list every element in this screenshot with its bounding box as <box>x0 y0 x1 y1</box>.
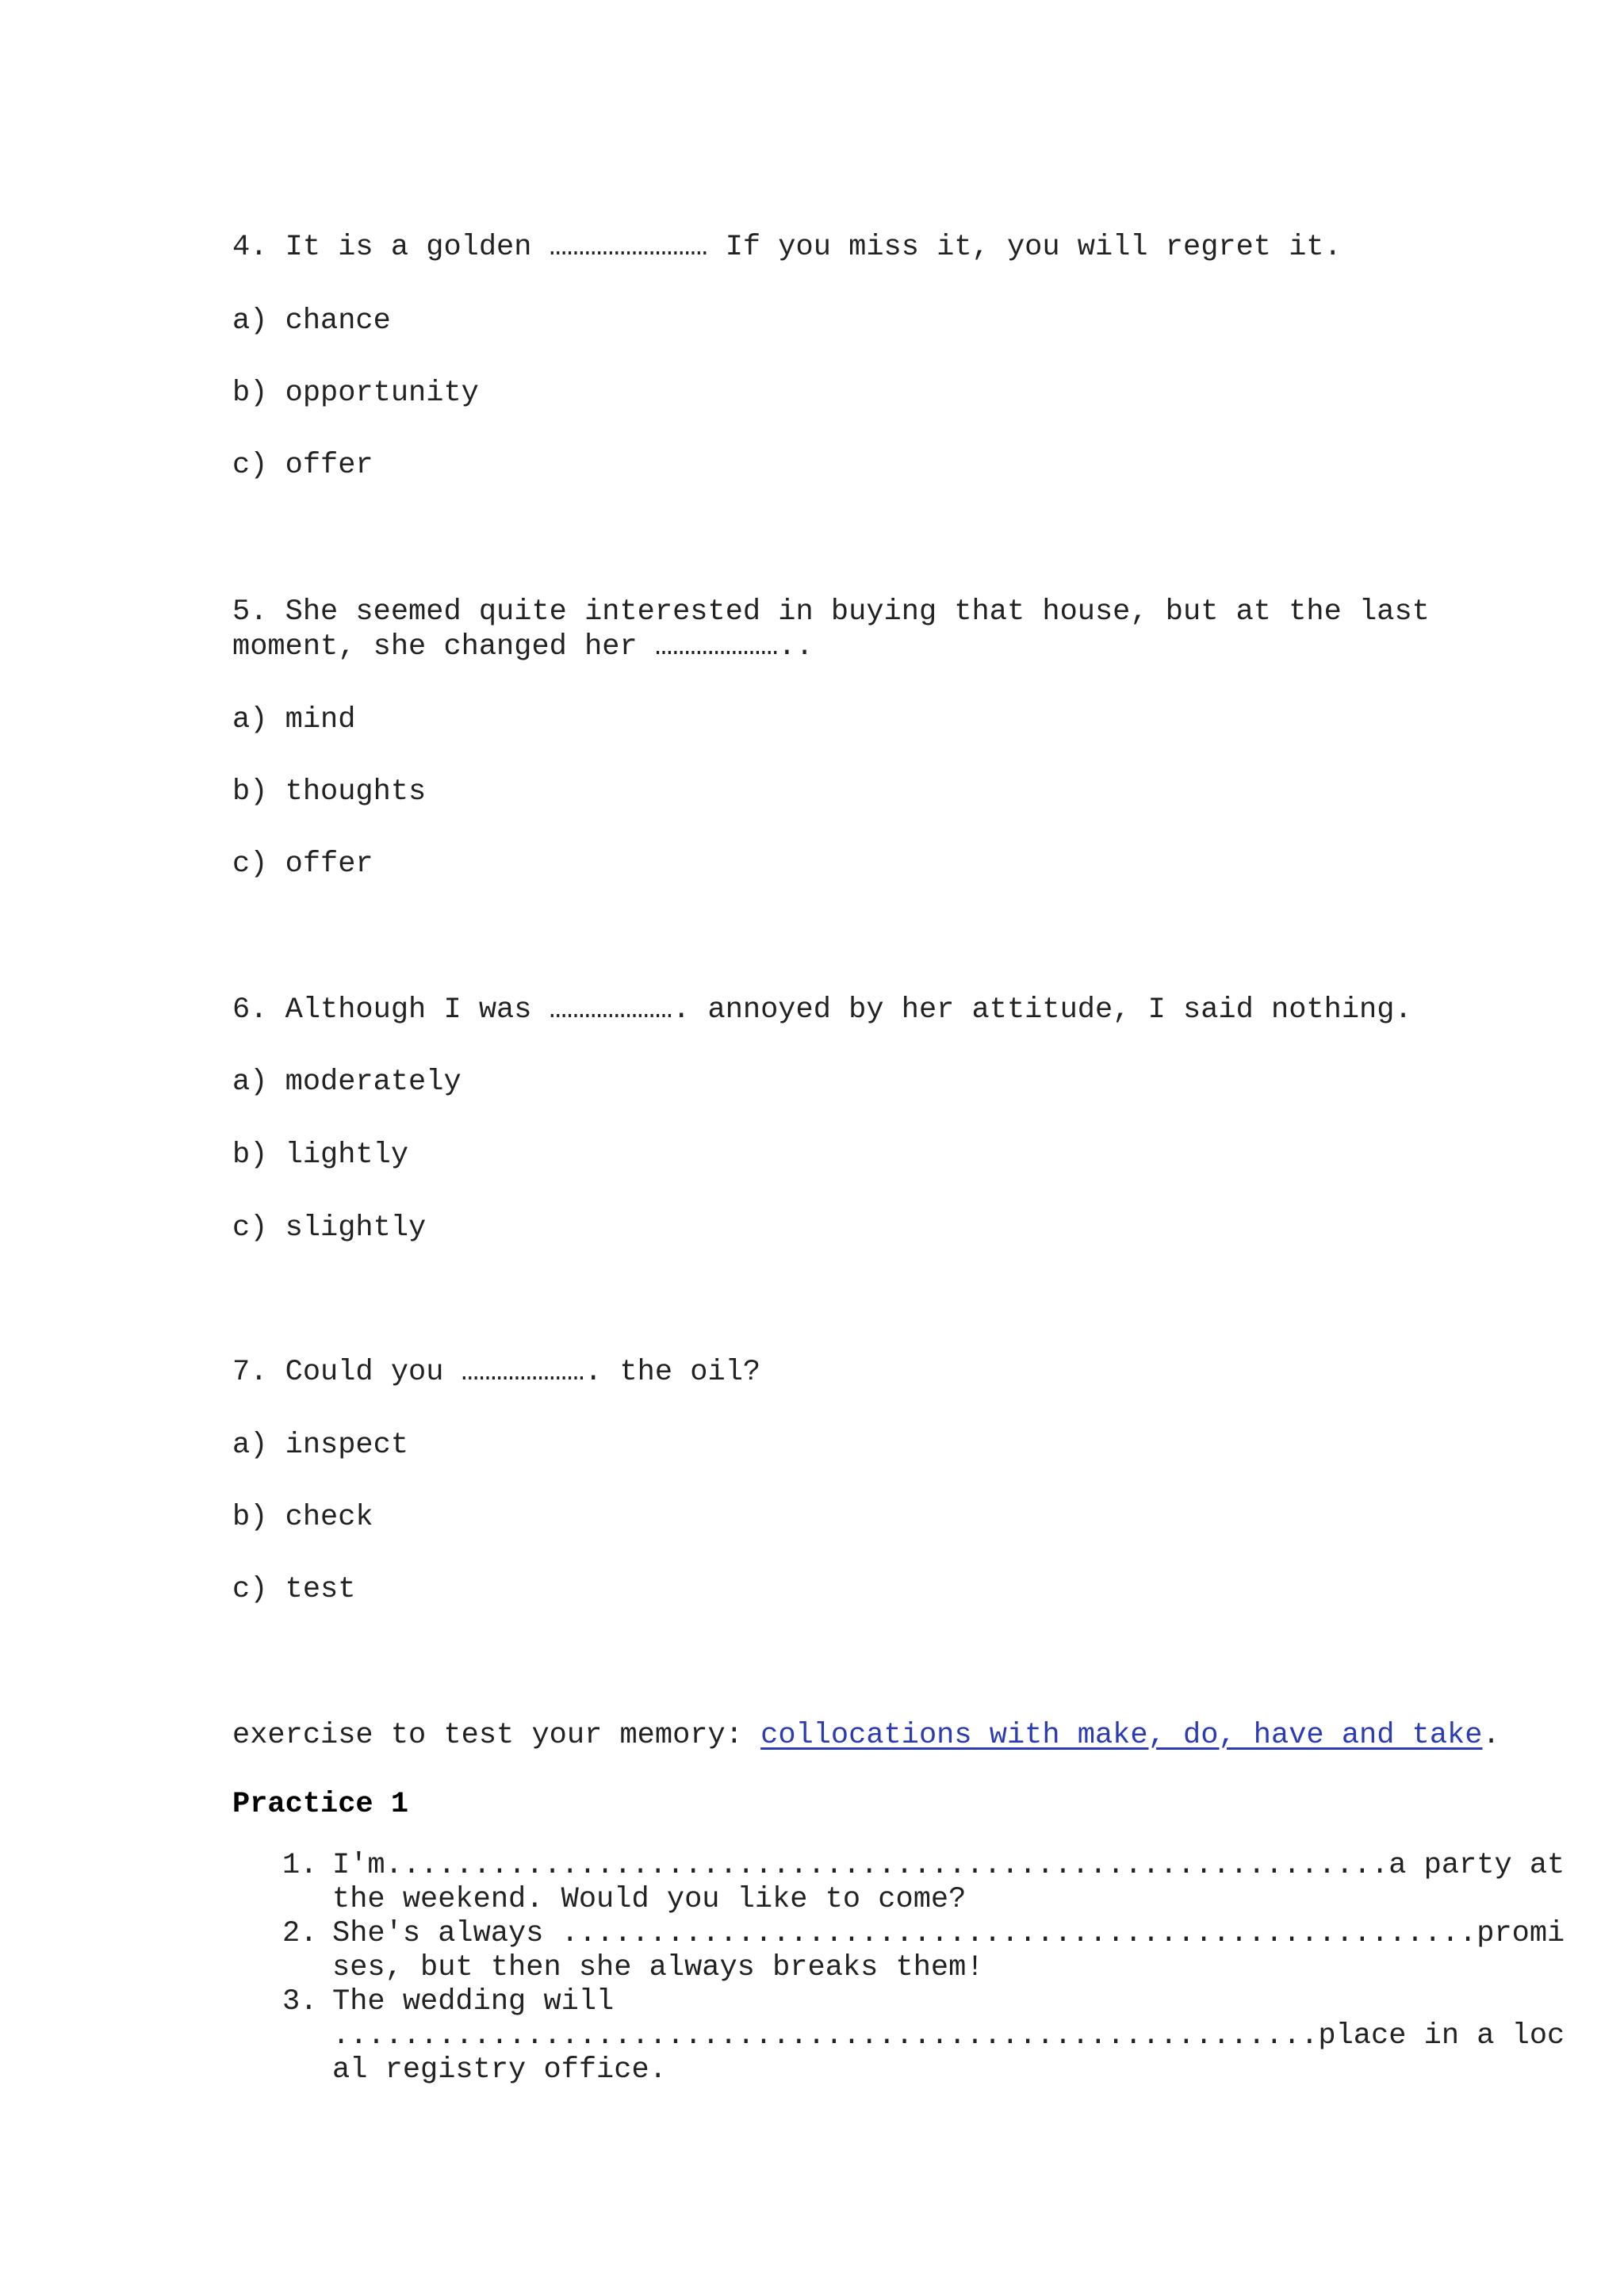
question-4-option-b: b) opportunity <box>232 377 479 410</box>
question-5-option-b: b) thoughts <box>232 775 427 809</box>
list-item-text: The wedding will ........................................................place in a local registry office. <box>332 1985 1565 2087</box>
list-item <box>282 1917 1567 1985</box>
list-item <box>282 1849 1567 1917</box>
exercise-line <box>232 1718 1500 1753</box>
question-5-stem: 5. She seemed quite interested in buying that house, but at the last moment, she changed her ………………….. <box>232 595 1430 664</box>
question-4-stem: 4. It is a golden ……………………… If you miss it, you will regret it. <box>232 231 1342 264</box>
question-6-option-b: b) lightly <box>232 1138 409 1172</box>
exercise-prefix: exercise to test your memory: <box>232 1719 761 1752</box>
practice-heading: Practice 1 <box>232 1788 409 1821</box>
question-4-option-a: a) chance <box>232 304 391 338</box>
practice-list <box>282 1849 1567 2087</box>
exercise-suffix: . <box>1482 1719 1500 1752</box>
question-7-option-a: a) inspect <box>232 1429 409 1462</box>
question-5-option-a: a) mind <box>232 703 356 737</box>
collocations-link[interactable]: collocations with make, do, have and take <box>760 1719 1483 1752</box>
question-4-option-c: c) offer <box>232 449 373 482</box>
question-6-option-a: a) moderately <box>232 1066 462 1099</box>
list-item-text: She's always ....................................................promises, but then she always breaks them! <box>332 1917 1565 1984</box>
question-6-option-c: c) slightly <box>232 1211 427 1245</box>
list-item <box>282 1985 1567 2087</box>
list-item-number: 3. <box>282 1985 318 2019</box>
list-item-number: 1. <box>282 1849 318 1882</box>
question-7-option-c: c) test <box>232 1573 356 1606</box>
list-item-text: I'm.........................................................a party at the weekend. Would you like to come? <box>332 1849 1565 1916</box>
question-7-option-b: b) check <box>232 1501 373 1534</box>
list-item-number: 2. <box>282 1917 318 1950</box>
question-6-stem: 6. Although I was …………………. annoyed by her attitude, I said nothing. <box>232 993 1412 1027</box>
question-7-stem: 7. Could you …………………. the oil? <box>232 1356 761 1389</box>
question-5-option-c: c) offer <box>232 848 373 881</box>
